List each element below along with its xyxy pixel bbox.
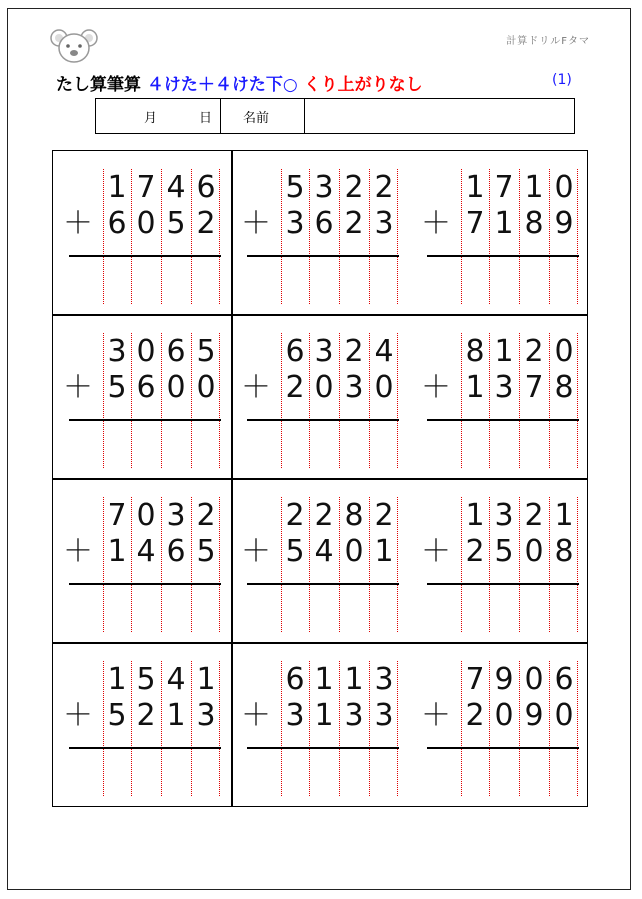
addend-top-digit: 2 bbox=[344, 334, 364, 369]
addend-top-digit: 0 bbox=[554, 170, 574, 205]
answer-area[interactable] bbox=[103, 259, 219, 303]
answer-line bbox=[427, 747, 579, 749]
addend-top-digit: 0 bbox=[524, 662, 544, 697]
addend-bottom-digit: 0 bbox=[136, 206, 156, 241]
addition-problem bbox=[417, 485, 572, 635]
answer-line bbox=[427, 255, 579, 257]
addend-top-digit: 8 bbox=[344, 498, 364, 533]
addend-top-digit: 9 bbox=[494, 662, 514, 697]
addend-top-digit: 8 bbox=[465, 334, 485, 369]
digit-guide-line bbox=[219, 169, 220, 304]
addend-bottom-digit: 3 bbox=[344, 370, 364, 405]
digit-guide-line bbox=[397, 661, 398, 796]
answer-area[interactable] bbox=[461, 259, 577, 303]
addend-top-digit: 1 bbox=[524, 170, 544, 205]
addend-top-digit: 3 bbox=[374, 662, 394, 697]
addend-bottom-digit: 0 bbox=[494, 698, 514, 733]
digit-guide-line bbox=[577, 169, 578, 304]
date-cell[interactable] bbox=[96, 99, 221, 133]
addend-bottom-digit: 5 bbox=[196, 534, 216, 569]
digit-guide-line bbox=[219, 661, 220, 796]
day-label: 日 bbox=[199, 111, 213, 126]
addend-bottom-digit: 2 bbox=[344, 206, 364, 241]
addend-bottom-digit: 2 bbox=[465, 534, 485, 569]
addend-top-digit: 4 bbox=[374, 334, 394, 369]
addend-top-digit: 1 bbox=[107, 170, 127, 205]
addend-bottom-digit: 9 bbox=[554, 206, 574, 241]
addend-bottom-digit: 7 bbox=[524, 370, 544, 405]
grid-row-divider bbox=[53, 314, 587, 316]
addend-bottom-digit: 0 bbox=[374, 370, 394, 405]
plus-sign: ＋ bbox=[241, 698, 271, 733]
name-label: 名前 bbox=[243, 111, 270, 126]
addend-bottom-digit: 3 bbox=[196, 698, 216, 733]
title-topic: たし算筆算 bbox=[56, 75, 147, 95]
addend-bottom-digit: 1 bbox=[314, 698, 334, 733]
addend-bottom-digit: 1 bbox=[494, 206, 514, 241]
addend-bottom-digit: 0 bbox=[524, 534, 544, 569]
addend-top-digit: 2 bbox=[374, 498, 394, 533]
addend-bottom-digit: 8 bbox=[524, 206, 544, 241]
addend-bottom-digit: 4 bbox=[136, 534, 156, 569]
plus-sign: ＋ bbox=[241, 370, 271, 405]
answer-area[interactable] bbox=[281, 259, 397, 303]
addition-problem bbox=[237, 321, 392, 471]
plus-sign: ＋ bbox=[241, 206, 271, 241]
addend-bottom-digit: 0 bbox=[196, 370, 216, 405]
answer-area[interactable] bbox=[281, 587, 397, 631]
addend-top-digit: 4 bbox=[166, 170, 186, 205]
addend-top-digit: 6 bbox=[196, 170, 216, 205]
addend-bottom-digit: 9 bbox=[524, 698, 544, 733]
plus-sign: ＋ bbox=[63, 370, 93, 405]
addend-bottom-digit: 5 bbox=[494, 534, 514, 569]
addend-top-digit: 6 bbox=[285, 662, 305, 697]
addend-bottom-digit: 8 bbox=[554, 370, 574, 405]
addend-top-digit: 2 bbox=[196, 498, 216, 533]
digit-guide-line bbox=[577, 497, 578, 632]
answer-line bbox=[69, 747, 221, 749]
plus-sign: ＋ bbox=[421, 534, 451, 569]
digit-guide-line bbox=[219, 333, 220, 468]
name-date-box bbox=[95, 98, 575, 134]
title-level: ４けた＋４けた下○ bbox=[146, 75, 304, 95]
addend-top-digit: 2 bbox=[344, 170, 364, 205]
addend-bottom-digit: 2 bbox=[285, 370, 305, 405]
addition-problem bbox=[417, 649, 572, 799]
addend-top-digit: 0 bbox=[136, 334, 156, 369]
addend-bottom-digit: 6 bbox=[136, 370, 156, 405]
answer-area[interactable] bbox=[103, 587, 219, 631]
digit-guide-line bbox=[397, 497, 398, 632]
addend-bottom-digit: 5 bbox=[107, 698, 127, 733]
answer-line bbox=[427, 419, 579, 421]
addend-top-digit: 1 bbox=[107, 662, 127, 697]
plus-sign: ＋ bbox=[63, 206, 93, 241]
brand-label: 計算ドリルFタマ bbox=[506, 36, 590, 47]
addition-problem bbox=[59, 485, 214, 635]
addend-bottom-digit: 8 bbox=[554, 534, 574, 569]
addition-problem bbox=[59, 157, 214, 307]
digit-guide-line bbox=[397, 169, 398, 304]
addend-bottom-digit: 6 bbox=[314, 206, 334, 241]
plus-sign: ＋ bbox=[421, 698, 451, 733]
digit-guide-line bbox=[577, 661, 578, 796]
addend-top-digit: 0 bbox=[136, 498, 156, 533]
addend-bottom-digit: 3 bbox=[344, 698, 364, 733]
koala-logo-icon bbox=[50, 28, 98, 64]
digit-guide-line bbox=[577, 333, 578, 468]
addend-bottom-digit: 0 bbox=[314, 370, 334, 405]
plus-sign: ＋ bbox=[63, 698, 93, 733]
addend-top-digit: 3 bbox=[494, 498, 514, 533]
answer-line bbox=[247, 583, 399, 585]
title-condition: くり上がりなし bbox=[303, 75, 423, 95]
addend-top-digit: 1 bbox=[465, 170, 485, 205]
addend-top-digit: 3 bbox=[166, 498, 186, 533]
addend-bottom-digit: 1 bbox=[107, 534, 127, 569]
addend-bottom-digit: 2 bbox=[465, 698, 485, 733]
addend-top-digit: 7 bbox=[136, 170, 156, 205]
addend-top-digit: 1 bbox=[196, 662, 216, 697]
addend-top-digit: 1 bbox=[554, 498, 574, 533]
addend-top-digit: 5 bbox=[196, 334, 216, 369]
addend-top-digit: 7 bbox=[107, 498, 127, 533]
answer-line bbox=[69, 583, 221, 585]
answer-area[interactable] bbox=[281, 751, 397, 795]
worksheet-title bbox=[56, 70, 423, 95]
digit-guide-line bbox=[397, 333, 398, 468]
addend-bottom-digit: 3 bbox=[285, 206, 305, 241]
answer-area[interactable] bbox=[461, 751, 577, 795]
addend-bottom-digit: 4 bbox=[314, 534, 334, 569]
digit-guide-line bbox=[219, 497, 220, 632]
addend-top-digit: 0 bbox=[554, 334, 574, 369]
plus-sign: ＋ bbox=[63, 534, 93, 569]
addend-top-digit: 3 bbox=[314, 334, 334, 369]
addition-problem bbox=[417, 157, 572, 307]
addend-bottom-digit: 6 bbox=[166, 534, 186, 569]
answer-line bbox=[427, 583, 579, 585]
plus-sign: ＋ bbox=[241, 534, 271, 569]
addend-bottom-digit: 1 bbox=[166, 698, 186, 733]
addend-top-digit: 6 bbox=[166, 334, 186, 369]
addend-bottom-digit: 6 bbox=[107, 206, 127, 241]
addend-bottom-digit: 0 bbox=[166, 370, 186, 405]
addition-problem bbox=[237, 649, 392, 799]
addend-top-digit: 5 bbox=[285, 170, 305, 205]
addend-top-digit: 1 bbox=[314, 662, 334, 697]
addend-bottom-digit: 7 bbox=[465, 206, 485, 241]
answer-area[interactable] bbox=[461, 423, 577, 467]
answer-line bbox=[69, 419, 221, 421]
addition-problem bbox=[59, 321, 214, 471]
answer-line bbox=[247, 255, 399, 257]
addend-top-digit: 1 bbox=[344, 662, 364, 697]
addend-bottom-digit: 1 bbox=[465, 370, 485, 405]
addend-bottom-digit: 5 bbox=[166, 206, 186, 241]
plus-sign: ＋ bbox=[421, 206, 451, 241]
addend-bottom-digit: 2 bbox=[196, 206, 216, 241]
name-label-cell bbox=[221, 99, 305, 133]
addend-top-digit: 7 bbox=[465, 662, 485, 697]
addend-bottom-digit: 2 bbox=[136, 698, 156, 733]
addend-top-digit: 2 bbox=[524, 334, 544, 369]
addend-top-digit: 2 bbox=[524, 498, 544, 533]
name-input-cell[interactable] bbox=[305, 99, 573, 133]
addend-bottom-digit: 0 bbox=[344, 534, 364, 569]
addend-top-digit: 3 bbox=[107, 334, 127, 369]
addend-bottom-digit: 3 bbox=[285, 698, 305, 733]
answer-area[interactable] bbox=[103, 751, 219, 795]
addition-problem bbox=[59, 649, 214, 799]
addend-top-digit: 5 bbox=[136, 662, 156, 697]
addend-bottom-digit: 3 bbox=[374, 206, 394, 241]
addition-problem bbox=[237, 157, 392, 307]
answer-area[interactable] bbox=[103, 423, 219, 467]
addend-bottom-digit: 5 bbox=[285, 534, 305, 569]
addend-bottom-digit: 5 bbox=[107, 370, 127, 405]
addend-top-digit: 1 bbox=[465, 498, 485, 533]
page-number: (1) bbox=[552, 72, 572, 88]
addend-top-digit: 6 bbox=[554, 662, 574, 697]
answer-line bbox=[247, 747, 399, 749]
addend-top-digit: 6 bbox=[285, 334, 305, 369]
answer-line bbox=[247, 419, 399, 421]
addend-top-digit: 2 bbox=[314, 498, 334, 533]
addend-top-digit: 7 bbox=[494, 170, 514, 205]
addend-bottom-digit: 1 bbox=[374, 534, 394, 569]
addition-problem bbox=[237, 485, 392, 635]
answer-area[interactable] bbox=[461, 587, 577, 631]
grid-row-divider bbox=[53, 478, 587, 480]
addend-top-digit: 2 bbox=[285, 498, 305, 533]
addend-bottom-digit: 3 bbox=[494, 370, 514, 405]
addend-top-digit: 2 bbox=[374, 170, 394, 205]
month-label: 月 bbox=[144, 111, 158, 126]
addition-problem bbox=[417, 321, 572, 471]
addend-top-digit: 3 bbox=[314, 170, 334, 205]
addend-bottom-digit: 3 bbox=[374, 698, 394, 733]
answer-area[interactable] bbox=[281, 423, 397, 467]
addend-top-digit: 4 bbox=[166, 662, 186, 697]
grid-row-divider bbox=[53, 642, 587, 644]
problem-grid bbox=[52, 150, 588, 807]
plus-sign: ＋ bbox=[421, 370, 451, 405]
addend-top-digit: 1 bbox=[494, 334, 514, 369]
answer-line bbox=[69, 255, 221, 257]
addend-bottom-digit: 0 bbox=[554, 698, 574, 733]
